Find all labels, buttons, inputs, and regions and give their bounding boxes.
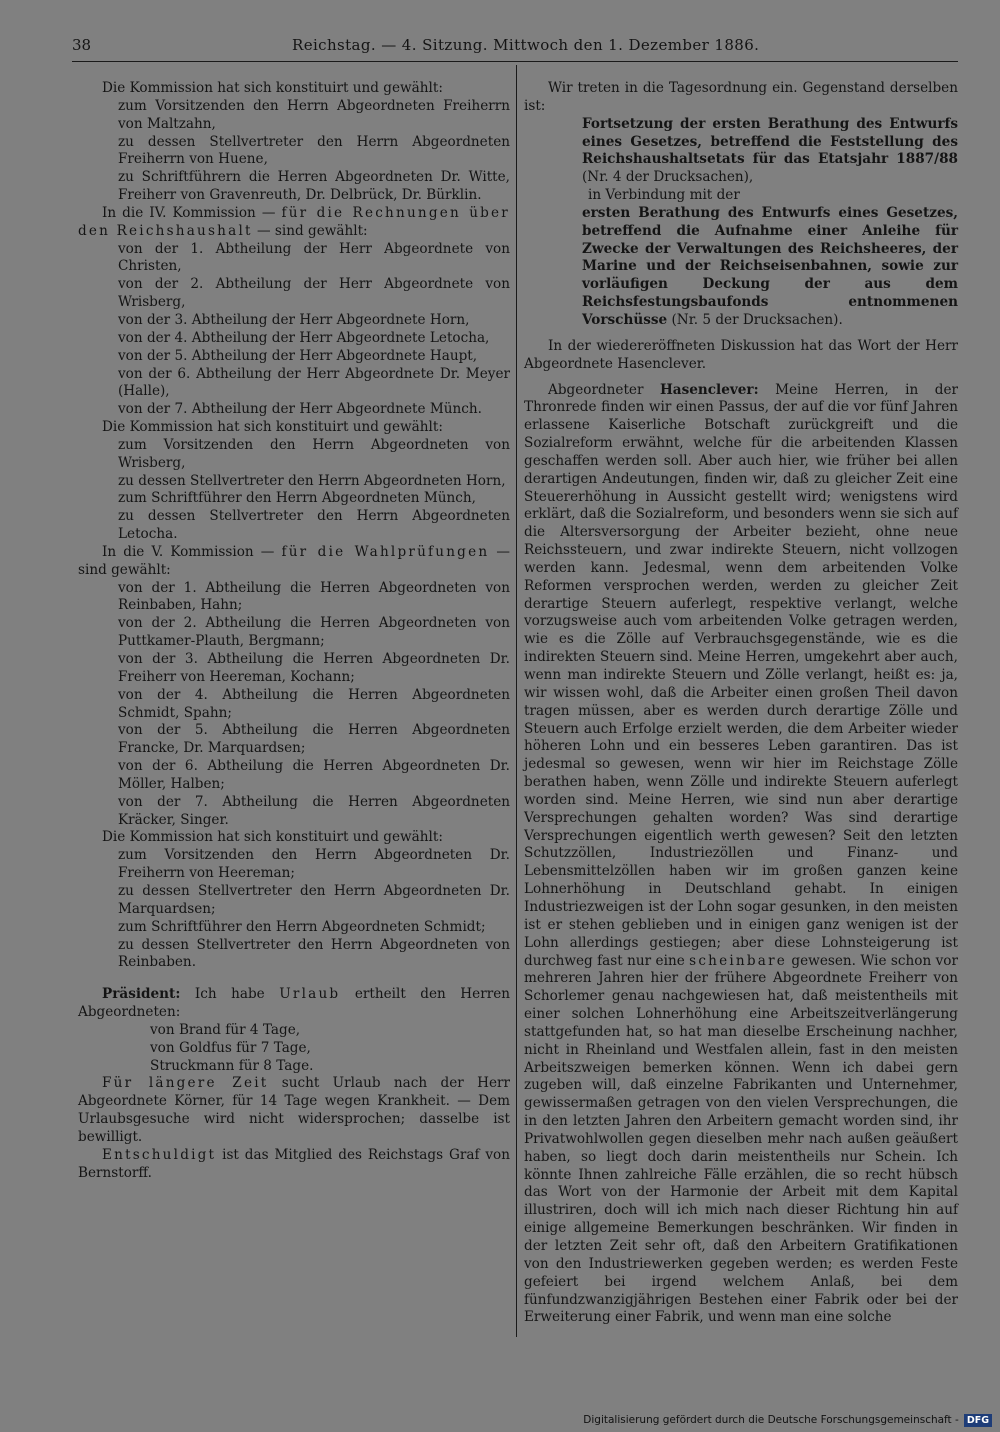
- commission-iv-intro: In die IV. Kommission — für die Rechnungen über den Reichshaushalt — sind gewählt:: [78, 204, 510, 239]
- member-entry: von der 1. Abtheilung die Herren Abgeordneten von Reinbaben, Hahn;: [118, 579, 510, 614]
- member-entry: von der 4. Abtheilung der Herr Abgeordnete Letocha,: [118, 329, 490, 346]
- speaker-name: Hasenclever:: [659, 381, 759, 398]
- president-statement: Präsident: Ich habe Urlaub ertheilt den Herren Abgeordneten:: [78, 986, 511, 1021]
- member-entry: von der 2. Abtheilung die Herren Abgeordneten von Puttkamer-Plauth, Bergmann;: [118, 615, 510, 650]
- running-header: [72, 33, 958, 57]
- commission-iv-topic: für die Rechnungen über den Reichshaushalt: [78, 204, 510, 239]
- discussion-note: In der wiedereröffneten Diskussion hat das Wort der Herr Abgeordnete Hasenclever.: [524, 337, 958, 372]
- funding-footer: [583, 1412, 992, 1428]
- commission-constituted: Die Kommission hat sich konstituirt und gewählt:: [102, 80, 443, 96]
- member-entry: von der 3. Abtheilung der Herr Abgeordnete Horn,: [118, 311, 470, 328]
- left-column: [78, 80, 510, 1182]
- commission-constituted: Die Kommission hat sich konstituirt und gewählt:: [102, 419, 443, 436]
- deputy-entry: zu dessen Stellvertreter den Herrn Abgeordneten Freiherrn von Huene,: [118, 133, 510, 168]
- dfg-logo: DFG: [964, 1414, 992, 1427]
- agenda-item-2: ersten Berathung des Entwurfs eines Gesetzes, betreffend die Aufnahme einer Anleihe für Zwecke der Verwaltungen des Reichsheeres, der Marine und der Reichseisenbahnen, sowie zur vorläufigen Deckung der aus dem Reichsfestungsbaufonds entnommenen Vorschüsse (Nr. 5 der Drucksachen).: [582, 204, 958, 328]
- longer-leave-note: Für längere Zeit sucht Urlaub nach der Herr Abgeordnete Körner, für 14 Tage wegen Krankheit. — Dem Urlaubsgesuche wird nicht widersprochen; dasselbe ist bewilligt.: [78, 1075, 510, 1145]
- leave-entry: Struckmann für 8 Tage.: [150, 1057, 314, 1074]
- member-entry: von der 1. Abtheilung der Herr Abgeordnete von Christen,: [118, 240, 510, 275]
- header-rule: [72, 61, 958, 62]
- member-entry: von der 3. Abtheilung die Herren Abgeordneten Dr. Freiherr von Heereman, Kochann;: [118, 651, 510, 685]
- agenda-connector: in Verbindung mit der: [588, 187, 740, 204]
- president-label: Präsident:: [102, 986, 181, 1003]
- commission-constituted: Die Kommission hat sich konstituirt und gewählt:: [102, 829, 443, 846]
- commission-v-intro: In die V. Kommission — für die Wahlprüfungen — sind gewählt:: [78, 543, 511, 578]
- member-entry: von der 5. Abtheilung der Herr Abgeordnete Haupt,: [118, 347, 478, 364]
- secretary-entry: zum Schriftführer den Herrn Abgeordneten Münch,: [118, 490, 476, 507]
- deputy-secretary-entry: zu dessen Stellvertreter den Herrn Abgeordneten von Reinbaben.: [118, 936, 510, 971]
- excused-note: Entschuldigt ist das Mitglied des Reichstags Graf von Bernstorff.: [78, 1146, 510, 1181]
- deputy-secretary-entry: zu dessen Stellvertreter den Herrn Abgeordneten Letocha.: [118, 508, 510, 543]
- speech-text: Abgeordneter Hasenclever: Meine Herren, in der Thronrede finden wir einen Passus, der auf die vor fünf Jahren erlassene Kaiserliche Botschaft zurückgreift und die Sozialreform erwähnt, welche für die arbeitenden Klassen geschaffen werden soll. Aber auch hier, wie früher bei allen derartigen Andeutungen, finden wir, daß zu gleicher Zeit eine Steuererhöhung in Aussicht gestellt wird; wenigstens wird erklärt, daß die Sozialreform, und besonders wenn sie sich auf die Altersversorgung der Arbeiter bezieht, ohne neue Reichssteuern, und zwar indirekte Steuern, nicht vollzogen werden kann. Jedesmal, wenn dem arbeitenden Volke Reformen versprochen werden, werden zu gleicher Zeit derartige Steuern auferlegt, respektive verlangt, welche vorzugsweise auch vom arbeitenden Volke getragen werden, wie es die Zölle auf Verbrauchsgegenstände, wie es die indirekten Steuern sind. Meine Herren, umgekehrt aber auch, wenn man indirekte Steuern und Zölle verlangt, heißt es: ja, wir wissen wohl, daß die Arbeiter einen großen Theil davon tragen müssen, aber es werden durch derartige Zölle und Steuern auch Erfolge erzielt werden, die dem Arbeiter wieder höheren Lohn und ein besseres Leben garantiren. Das ist jedesmal so gewesen, wenn wir hier im Reichstage Zölle berathen haben, wenn Zölle und indirekte Steuern auferlegt worden sind. Meine Herren, wie sind nun aber derartige Versprechungen gehalten worden? Was sind derartige Versprechungen eigentlich werth gewesen? Seit den letzten Schutzzöllen, Industriezöllen und Finanz- und Lebensmittelzöllen haben wir im großen ganzen keine Lohnerhöhung in Deutschland gehabt. In einigen Industriezweigen ist der Lohn sogar gesunken, in den meisten ist er stehen geblieben und in einigen ganz wenigen ist der Lohn allerdings gestiegen; aber diese Lohnsteigerung ist durchweg fast nur eine scheinbare gewesen. Wie schon vor mehreren Jahren hier der frühere Abgeordnete Freiherr von Schorlemer genau nachgewiesen hat, daß meistentheils mit einer solchen Lohnerhöhung eine Arbeitszeitverlängerung stattgefunden hat, so hat man dieselbe Erscheinung nachher, nicht in Rheinland und Westfalen allein, fast in den meisten Arbeitszweigen bemerken können. Wenn ich dabei gern zugeben will, daß einzelne Fabrikanten und Unternehmer, gewissermaßen getragen von den vielen Versprechungen, die in den letzten Jahren den Arbeitern gemacht worden sind, ihr Privatwohlwollen gegen dieselben mehr nach außen geäußert haben, so liegt doch darin meistentheils nur Schein. Ich könnte Ihnen zahlreiche Fälle erzählen, die so recht hübsch das Wort von der Harmonie der Arbeit mit dem Kapital illustriren, doch will ich mich nach dieser Richtung hin auf einige allgemeine Bemerkungen beschränken. Wir finden in der letzten Zeit sehr oft, daß den Arbeitern Gratifikationen von den Industriewerken gegeben werden; es werden Feste gefeiert bei irgend welchem Anlaß, bei dem fünfundzwanzigjährigen Bestehen einer Fabrik oder bei der Erweiterung einer Fabrik, und wenn man eine solche: [524, 381, 958, 1326]
- right-column: [524, 80, 958, 1327]
- member-entry: von der 6. Abtheilung die Herren Abgeordneten Dr. Möller, Halben;: [118, 758, 510, 792]
- secretary-entry: zum Schriftführer den Herrn Abgeordneten Schmidt;: [118, 918, 486, 935]
- agenda-item-1: Fortsetzung der ersten Berathung des Entwurfs eines Gesetzes, betreffend die Feststellung des Reichshaushaltsetats für das Etatsjahr 1887/88 (Nr. 4 der Drucksachen),: [582, 115, 958, 186]
- column-divider: [516, 65, 517, 1337]
- leave-entry: von Brand für 4 Tage,: [150, 1021, 301, 1038]
- member-entry: von der 2. Abtheilung der Herr Abgeordnete von Wrisberg,: [118, 276, 510, 311]
- secretaries-entry: zu Schriftführern die Herren Abgeordneten Dr. Witte, Freiherr von Gravenreuth, Dr. Delbrück, Dr. Bürklin.: [118, 169, 510, 204]
- member-entry: von der 4. Abtheilung die Herren Abgeordneten Schmidt, Spahn;: [118, 686, 510, 721]
- chair-entry: zum Vorsitzenden den Herrn Abgeordneten von Wrisberg,: [118, 436, 510, 471]
- member-entry: von der 5. Abtheilung die Herren Abgeordneten Francke, Dr. Marquardsen;: [118, 722, 510, 757]
- commission-v-topic: für die Wahlprüfungen: [281, 543, 490, 560]
- chair-entry: zum Vorsitzenden den Herrn Abgeordneten Dr. Freiherrn von Heereman;: [118, 847, 510, 882]
- chair-entry: zum Vorsitzenden den Herrn Abgeordneten Freiherrn von Maltzahn,: [118, 97, 510, 132]
- member-entry: von der 7. Abtheilung der Herr Abgeordnete Münch.: [118, 401, 482, 418]
- page-number: 38: [72, 36, 92, 54]
- member-entry: von der 7. Abtheilung die Herren Abgeordneten Kräcker, Singer.: [118, 793, 510, 828]
- leave-entry: von Goldfus für 7 Tage,: [150, 1039, 311, 1056]
- deputy-entry: zu dessen Stellvertreter den Herrn Abgeordneten Horn,: [118, 472, 506, 489]
- running-title: Reichstag. — 4. Sitzung. Mittwoch den 1. Dezember 1886.: [292, 36, 760, 54]
- agenda-intro: Wir treten in die Tagesordnung ein. Gegenstand derselben ist:: [524, 80, 958, 114]
- deputy-entry: zu dessen Stellvertreter den Herrn Abgeordneten Dr. Marquardsen;: [118, 882, 510, 917]
- funding-note: Digitalisierung gefördert durch die Deutsche Forschungsgemeinschaft -: [583, 1414, 959, 1426]
- member-entry: von der 6. Abtheilung der Herr Abgeordnete Dr. Meyer (Halle),: [118, 365, 510, 400]
